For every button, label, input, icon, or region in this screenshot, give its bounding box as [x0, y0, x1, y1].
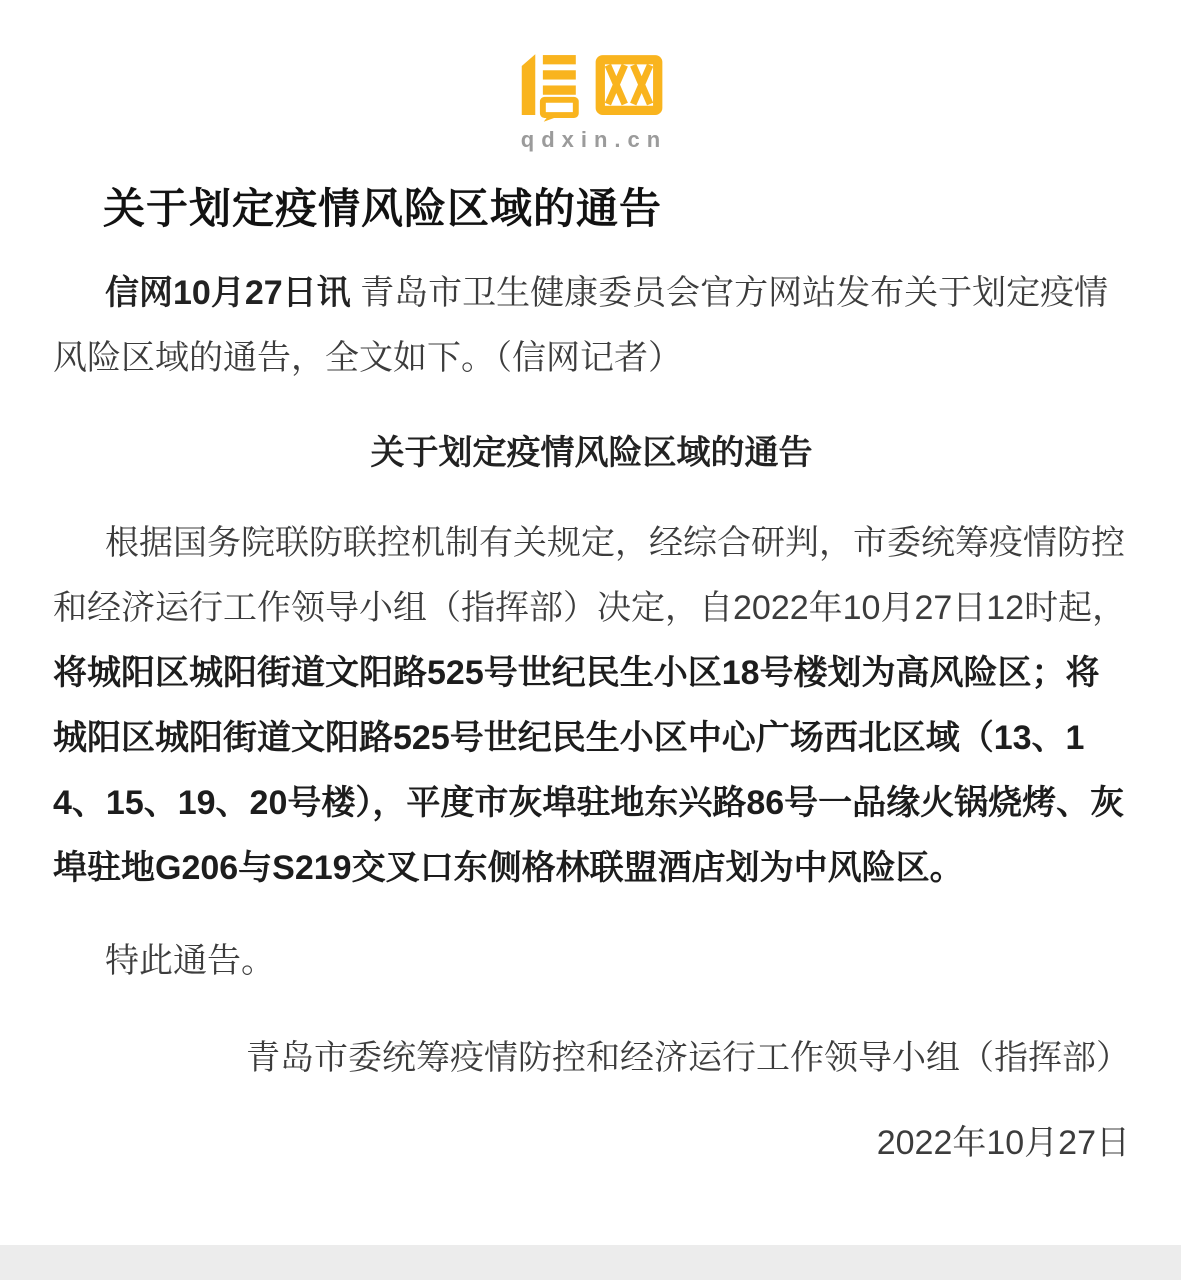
- date-line: 2022年10月27日: [876, 1124, 1130, 1162]
- body-text-normal: 根据国务院联防联控机制有关规定，经综合研判，市委统筹疫情防控和经济运行工作领导小组（指挥部）决定，自2022年10月27日12时起，: [53, 524, 1127, 627]
- bottom-gray-bar: [0, 1245, 1181, 1280]
- logo-domain-text: qdxin.cn: [520, 127, 668, 152]
- lead-text: 青岛市卫生健康委员会官方网站发布关于划定疫情风险区域的通告，全文如下。（信网记者）: [53, 274, 1109, 377]
- risk-zones-bold-text: 将城阳区城阳街道文阳路525号世纪民生小区18号楼划为高风险区；将城阳区城阳街道文阳路525号世纪民生小区中心广场西北区域（13、14、15、19、20号楼），平度市灰埠驻地东兴路86号一品缘火锅烧烤、灰埠驻地G206与S219交叉口东侧格林联盟酒店划为中风险区。: [53, 654, 1125, 887]
- signature-line: 青岛市委统筹疫情防控和经济运行工作领导小组（指挥部）: [246, 1039, 1130, 1077]
- lead-paragraph: [53, 261, 1130, 391]
- lead-source-date: 信网10月27日讯: [105, 274, 351, 312]
- notice-article: [0, 183, 1181, 1176]
- site-logo: [0, 0, 1181, 153]
- xinwang-brand-icon: [515, 54, 667, 122]
- body-paragraph: [53, 511, 1130, 901]
- closing-line: 特此通告。: [105, 942, 275, 980]
- notice-heading: 关于划定疫情风险区域的通告: [370, 434, 813, 472]
- page-title: 关于划定疫情风险区域的通告: [103, 185, 663, 232]
